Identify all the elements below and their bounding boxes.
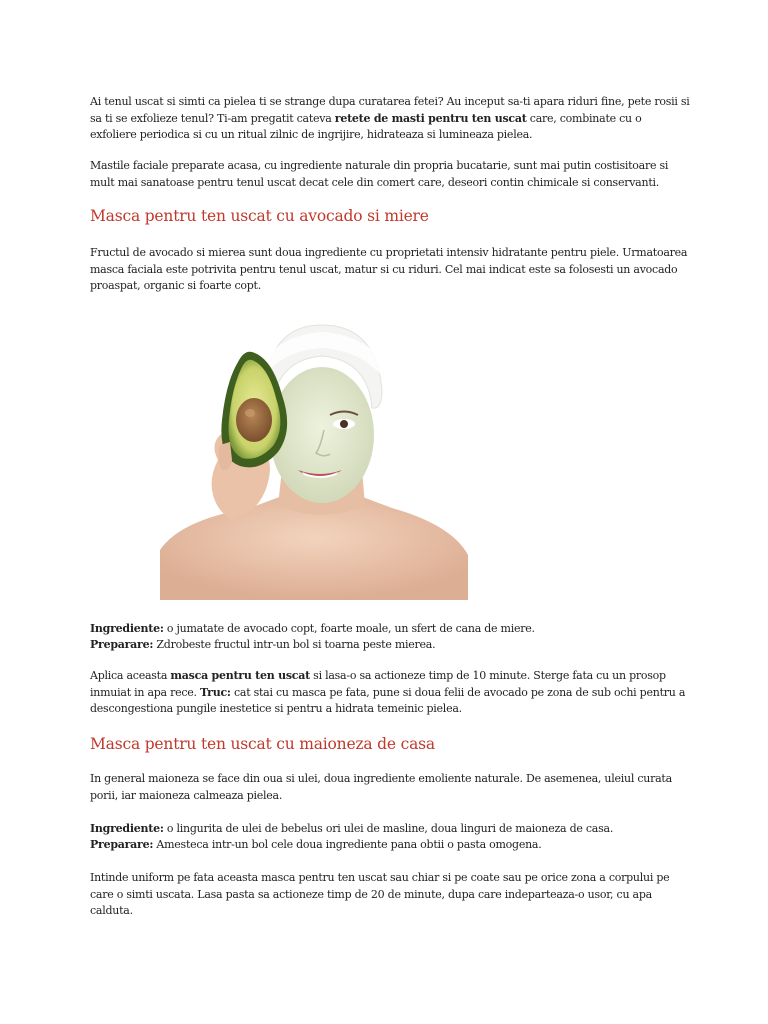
- ingredients-label: Ingrediente:: [90, 622, 164, 635]
- application-text-mid: si lasa-o sa actioneze timp de 10 minute. Sterge fata cu un prosop inmuiat in apa rece.: [90, 669, 666, 699]
- intro-text-end: care, combinate cu o exfoliere periodica si cu un ritual zilnic de ingrijire, hidrateaza si lumineaza pielea.: [90, 111, 642, 141]
- preparation-text: Zdrobeste fructul intr-un bol si toarna peste mierea.: [153, 638, 436, 651]
- ingredients-label: Ingrediente:: [90, 822, 164, 835]
- application-text: Aplica aceasta: [90, 669, 171, 682]
- avocado-ingredients-line: [90, 621, 690, 638]
- avocado-intro-paragraph: Fructul de avocado si mierea sunt doua ingrediente cu proprietati intensiv hidratante pentru piele. Urmatoarea masca faciala este potrivita pentru tenul uscat, matur si cu riduri. Cel mai indicat este sa folosesti un avocado proaspat, organic si foarte copt.: [90, 246, 688, 292]
- intro-bold-text: retete de masti pentru ten uscat: [334, 111, 527, 125]
- mayonnaise-ingredients-line: [90, 821, 690, 838]
- mayonnaise-preparation-line: [90, 837, 690, 854]
- intro-paragraph-1: [90, 94, 690, 144]
- mayonnaise-application-paragraph: Intinde uniform pe fata aceasta masca pentru ten uscat sau chiar si pe coate sau pe orice zona a corpului pe care o simti uscata. Lasa pasta sa actioneze timp de 20 de minute, dupa care indeparteaza-o usor, cu apa calduta.: [90, 871, 670, 917]
- preparation-label: Preparare:: [90, 638, 154, 651]
- intro-paragraph-2: Mastile faciale preparate acasa, cu ingrediente naturale din propria bucatarie, sunt mai putin costisitoare si mult mai sanatoase pentru tenul uscat decat cele din comert care, deseori contin chimicale si conservanti.: [90, 159, 669, 189]
- preparation-text: Amesteca intr-un bol cele doua ingrediente pana obtii o pasta omogena.: [153, 838, 542, 851]
- section-heading-avocado: Masca pentru ten uscat cu avocado si miere: [90, 207, 429, 225]
- intro-text: Ai tenul uscat si simti ca pielea ti se strange dupa curatarea fetei? Au inceput sa-ti apara riduri fine, pete rosii si sa ti se exfolieze tenul? Ti-am pregatit cateva: [90, 95, 690, 125]
- avocado-preparation-line: [90, 637, 690, 654]
- avocado-application-paragraph: [90, 668, 690, 718]
- ingredients-text: o lingurita de ulei de bebelus ori ulei de masline, doua linguri de maioneza de casa.: [163, 822, 614, 835]
- mayonnaise-intro-paragraph: In general maioneza se face din oua si ulei, doua ingrediente emoliente naturale. De asemenea, uleiul curata porii, iar maioneza calmeaza pielea.: [90, 772, 672, 802]
- ingredients-text: o jumatate de avocado copt, foarte moale, un sfert de cana de miere.: [163, 622, 535, 635]
- application-bold-text: masca pentru ten uscat: [170, 669, 310, 682]
- woman-avocado-mask-photo: [160, 320, 468, 600]
- tip-text: cat stai cu masca pe fata, pune si doua felii de avocado pe zona de sub ochi pentru a descongestiona pungile inestetice si pentru a hidrata temeinic pielea.: [90, 685, 686, 715]
- preparation-label: Preparare:: [90, 838, 154, 851]
- section-heading-mayonnaise: Masca pentru ten uscat cu maioneza de casa: [90, 735, 435, 753]
- tip-label: Truc:: [200, 685, 231, 699]
